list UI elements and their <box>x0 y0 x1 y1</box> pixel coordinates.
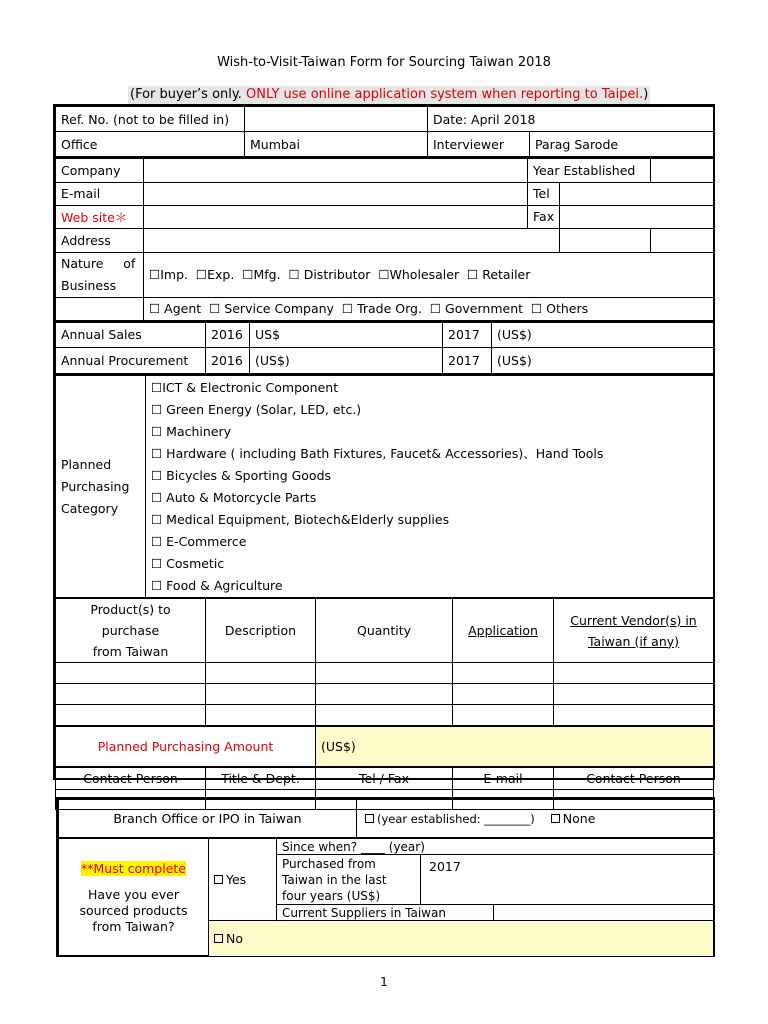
sales-2016-field[interactable]: US$ <box>250 322 443 348</box>
application-cell[interactable] <box>453 663 554 684</box>
email-label: E-mail <box>56 182 144 205</box>
category-options <box>146 375 714 598</box>
category-table <box>55 374 714 598</box>
planned-category-label <box>56 375 146 598</box>
vendor-header-line-2: Taiwan (if any) <box>587 633 680 649</box>
category-label-line-1: Planned <box>61 456 112 472</box>
purchased-line-2: Taiwan in the last <box>282 872 387 887</box>
quantity-cell[interactable] <box>316 705 453 726</box>
products-header <box>56 599 206 663</box>
must-complete-text: **Must complete <box>81 860 186 876</box>
office-value[interactable]: Mumbai <box>245 132 428 157</box>
vendor-header-line-1: Current Vendor(s) in <box>570 612 697 628</box>
branch-year-established: (year established: ________) <box>377 812 535 826</box>
nature-label-line-2: Business <box>61 277 117 293</box>
annual-sales-label: Annual Sales <box>56 322 206 348</box>
email-field[interactable] <box>144 182 528 205</box>
must-complete-label <box>64 861 203 877</box>
category-item-green-energy[interactable]: ☐ Green Energy (Solar, LED, etc.) <box>151 402 362 417</box>
email-header: E-mail <box>453 768 554 790</box>
planned-amount-field[interactable]: (US$) <box>316 727 714 767</box>
question-line-3: from Taiwan? <box>92 918 175 934</box>
header-table <box>55 106 714 157</box>
subtitle-warning: ONLY use online application system when reporting to Taipei. <box>246 87 644 102</box>
annual-procurement-label: Annual Procurement <box>56 348 206 374</box>
category-item-ecommerce[interactable]: ☐ E-Commerce <box>151 534 247 549</box>
form-title: Wish-to-Visit-Taiwan Form for Sourcing Taiwan 2018 <box>217 55 551 70</box>
table-row <box>56 663 714 684</box>
since-when[interactable]: Since when? ____ (year) <box>277 839 714 855</box>
category-item-hardware[interactable]: ☐ Hardware ( including Bath Fixtures, Faucet& Accessories)、Hand Tools <box>151 446 604 461</box>
form-subtitle <box>128 86 650 104</box>
product-cell[interactable] <box>56 663 206 684</box>
nature-label-line-1: Nature of <box>61 255 136 271</box>
category-item-ict[interactable]: ☐ICT & Electronic Component <box>151 380 339 395</box>
category-item-medical[interactable]: ☐ Medical Equipment, Biotech&Elderly supplies <box>151 512 450 527</box>
branch-form <box>56 797 715 957</box>
question-line-2: sourced products <box>79 902 188 918</box>
address-field-2[interactable] <box>560 228 651 252</box>
purchased-line-3: four years (US$) <box>282 888 381 903</box>
tel-label: Tel <box>528 182 560 205</box>
amount-table <box>55 726 714 767</box>
no-label: No <box>226 931 243 946</box>
ref-no-label: Ref. No. (not to be filled in) <box>56 107 245 132</box>
application-cell[interactable] <box>453 684 554 705</box>
tel-field[interactable] <box>560 182 714 205</box>
year-established-field[interactable] <box>651 158 714 182</box>
yes-option[interactable] <box>209 839 277 921</box>
fax-label: Fax <box>528 205 560 228</box>
products-table <box>55 598 714 726</box>
checkbox-icon[interactable] <box>214 934 223 943</box>
nature-of-business-label <box>56 252 144 297</box>
category-label-line-3: Category <box>61 500 119 516</box>
nature-blank-cell <box>56 297 144 320</box>
company-label: Company <box>56 158 144 182</box>
vendor-cell[interactable] <box>554 705 714 726</box>
company-field[interactable] <box>144 158 528 182</box>
vendor-header <box>554 599 714 663</box>
products-header-line-1: Product(s) to purchase <box>90 602 171 638</box>
category-item-machinery[interactable]: ☐ Machinery <box>151 424 232 439</box>
date-label: Date: April 2018 <box>428 107 714 132</box>
sourced-table <box>58 838 714 957</box>
product-cell[interactable] <box>56 705 206 726</box>
sales-year-2016: 2016 <box>206 322 250 348</box>
application-cell[interactable] <box>453 705 554 726</box>
address-field-3[interactable] <box>651 228 714 252</box>
website-field[interactable] <box>144 205 528 228</box>
procurement-year-2017: 2017 <box>443 348 492 374</box>
sales-2017-field[interactable]: (US$) <box>492 322 714 348</box>
current-suppliers-label: Current Suppliers in Taiwan <box>277 905 494 921</box>
page-number: 1 <box>380 975 388 989</box>
purchased-2017-field[interactable] <box>421 855 714 905</box>
quantity-header: Quantity <box>316 599 453 663</box>
application-header: Application <box>453 599 554 663</box>
subtitle-suffix: ) <box>643 87 649 102</box>
branch-none: None <box>562 811 596 826</box>
category-item-auto[interactable]: ☐ Auto & Motorcycle Parts <box>151 490 317 505</box>
current-suppliers-field[interactable] <box>494 905 714 921</box>
category-label-line-2: Purchasing <box>61 478 130 494</box>
branch-options <box>357 800 714 838</box>
interviewer-label: Interviewer <box>428 132 530 157</box>
table-row <box>56 705 714 726</box>
procurement-year-2016: 2016 <box>206 348 250 374</box>
checkbox-icon[interactable] <box>365 814 374 823</box>
purchased-line-1: Purchased from <box>282 856 376 871</box>
branch-label: Branch Office or IPO in Taiwan <box>59 800 357 838</box>
checkbox-icon[interactable] <box>214 875 223 884</box>
sourced-question <box>59 839 209 957</box>
subtitle-prefix: (For buyer’s only. <box>130 87 246 102</box>
contact-person-header-2: Contact Person <box>554 768 714 790</box>
table-row <box>56 684 714 705</box>
procurement-2016-field[interactable]: (US$) <box>250 348 443 374</box>
description-cell[interactable] <box>206 684 316 705</box>
category-item-food[interactable]: ☐ Food & Agriculture <box>151 578 283 593</box>
no-option[interactable] <box>209 921 714 957</box>
vendor-cell[interactable] <box>554 684 714 705</box>
nature-options-row-2[interactable]: ☐ Agent ☐ Service Company ☐ Trade Org. ☐ Government ☐ Others <box>144 297 714 320</box>
description-cell[interactable] <box>206 705 316 726</box>
address-field[interactable] <box>144 228 560 252</box>
title-dept-header: Title & Dept. <box>206 768 316 790</box>
products-header-line-2: from Taiwan <box>92 644 169 659</box>
nature-options-row-1[interactable]: ☐Imp. ☐Exp. ☐Mfg. ☐ Distributor ☐Wholesaler ☐ Retailer <box>144 252 714 297</box>
procurement-2017-field[interactable]: (US$) <box>492 348 714 374</box>
planned-amount-label: Planned Purchasing Amount <box>56 727 316 767</box>
tel-fax-header: Tel / Fax <box>316 768 453 790</box>
purchased-year-2017: 2017 <box>429 859 461 874</box>
year-established-label: Year Established <box>528 158 651 182</box>
checkbox-icon[interactable] <box>551 814 560 823</box>
description-header: Description <box>206 599 316 663</box>
ref-no-field[interactable] <box>245 107 428 132</box>
vendor-cell[interactable] <box>554 663 714 684</box>
purchased-label <box>277 855 421 905</box>
quantity-cell[interactable] <box>316 684 453 705</box>
category-item-bicycles[interactable]: ☐ Bicycles & Sporting Goods <box>151 468 332 483</box>
website-label: Web site＊ <box>56 205 144 228</box>
product-cell[interactable] <box>56 684 206 705</box>
quantity-cell[interactable] <box>316 663 453 684</box>
sales-table <box>55 321 714 375</box>
address-label: Address <box>56 228 144 252</box>
company-table <box>55 157 714 321</box>
yes-label: Yes <box>226 872 247 887</box>
main-form <box>53 104 715 786</box>
interviewer-value[interactable]: Parag Sarode <box>530 132 714 157</box>
fax-field[interactable] <box>560 205 714 228</box>
contact-person-header: Contact Person <box>56 768 206 790</box>
category-item-cosmetic[interactable]: ☐ Cosmetic <box>151 556 225 571</box>
sales-year-2017: 2017 <box>443 322 492 348</box>
question-line-1: Have you ever <box>88 886 179 902</box>
description-cell[interactable] <box>206 663 316 684</box>
office-label: Office <box>56 132 245 157</box>
branch-table <box>58 799 714 838</box>
